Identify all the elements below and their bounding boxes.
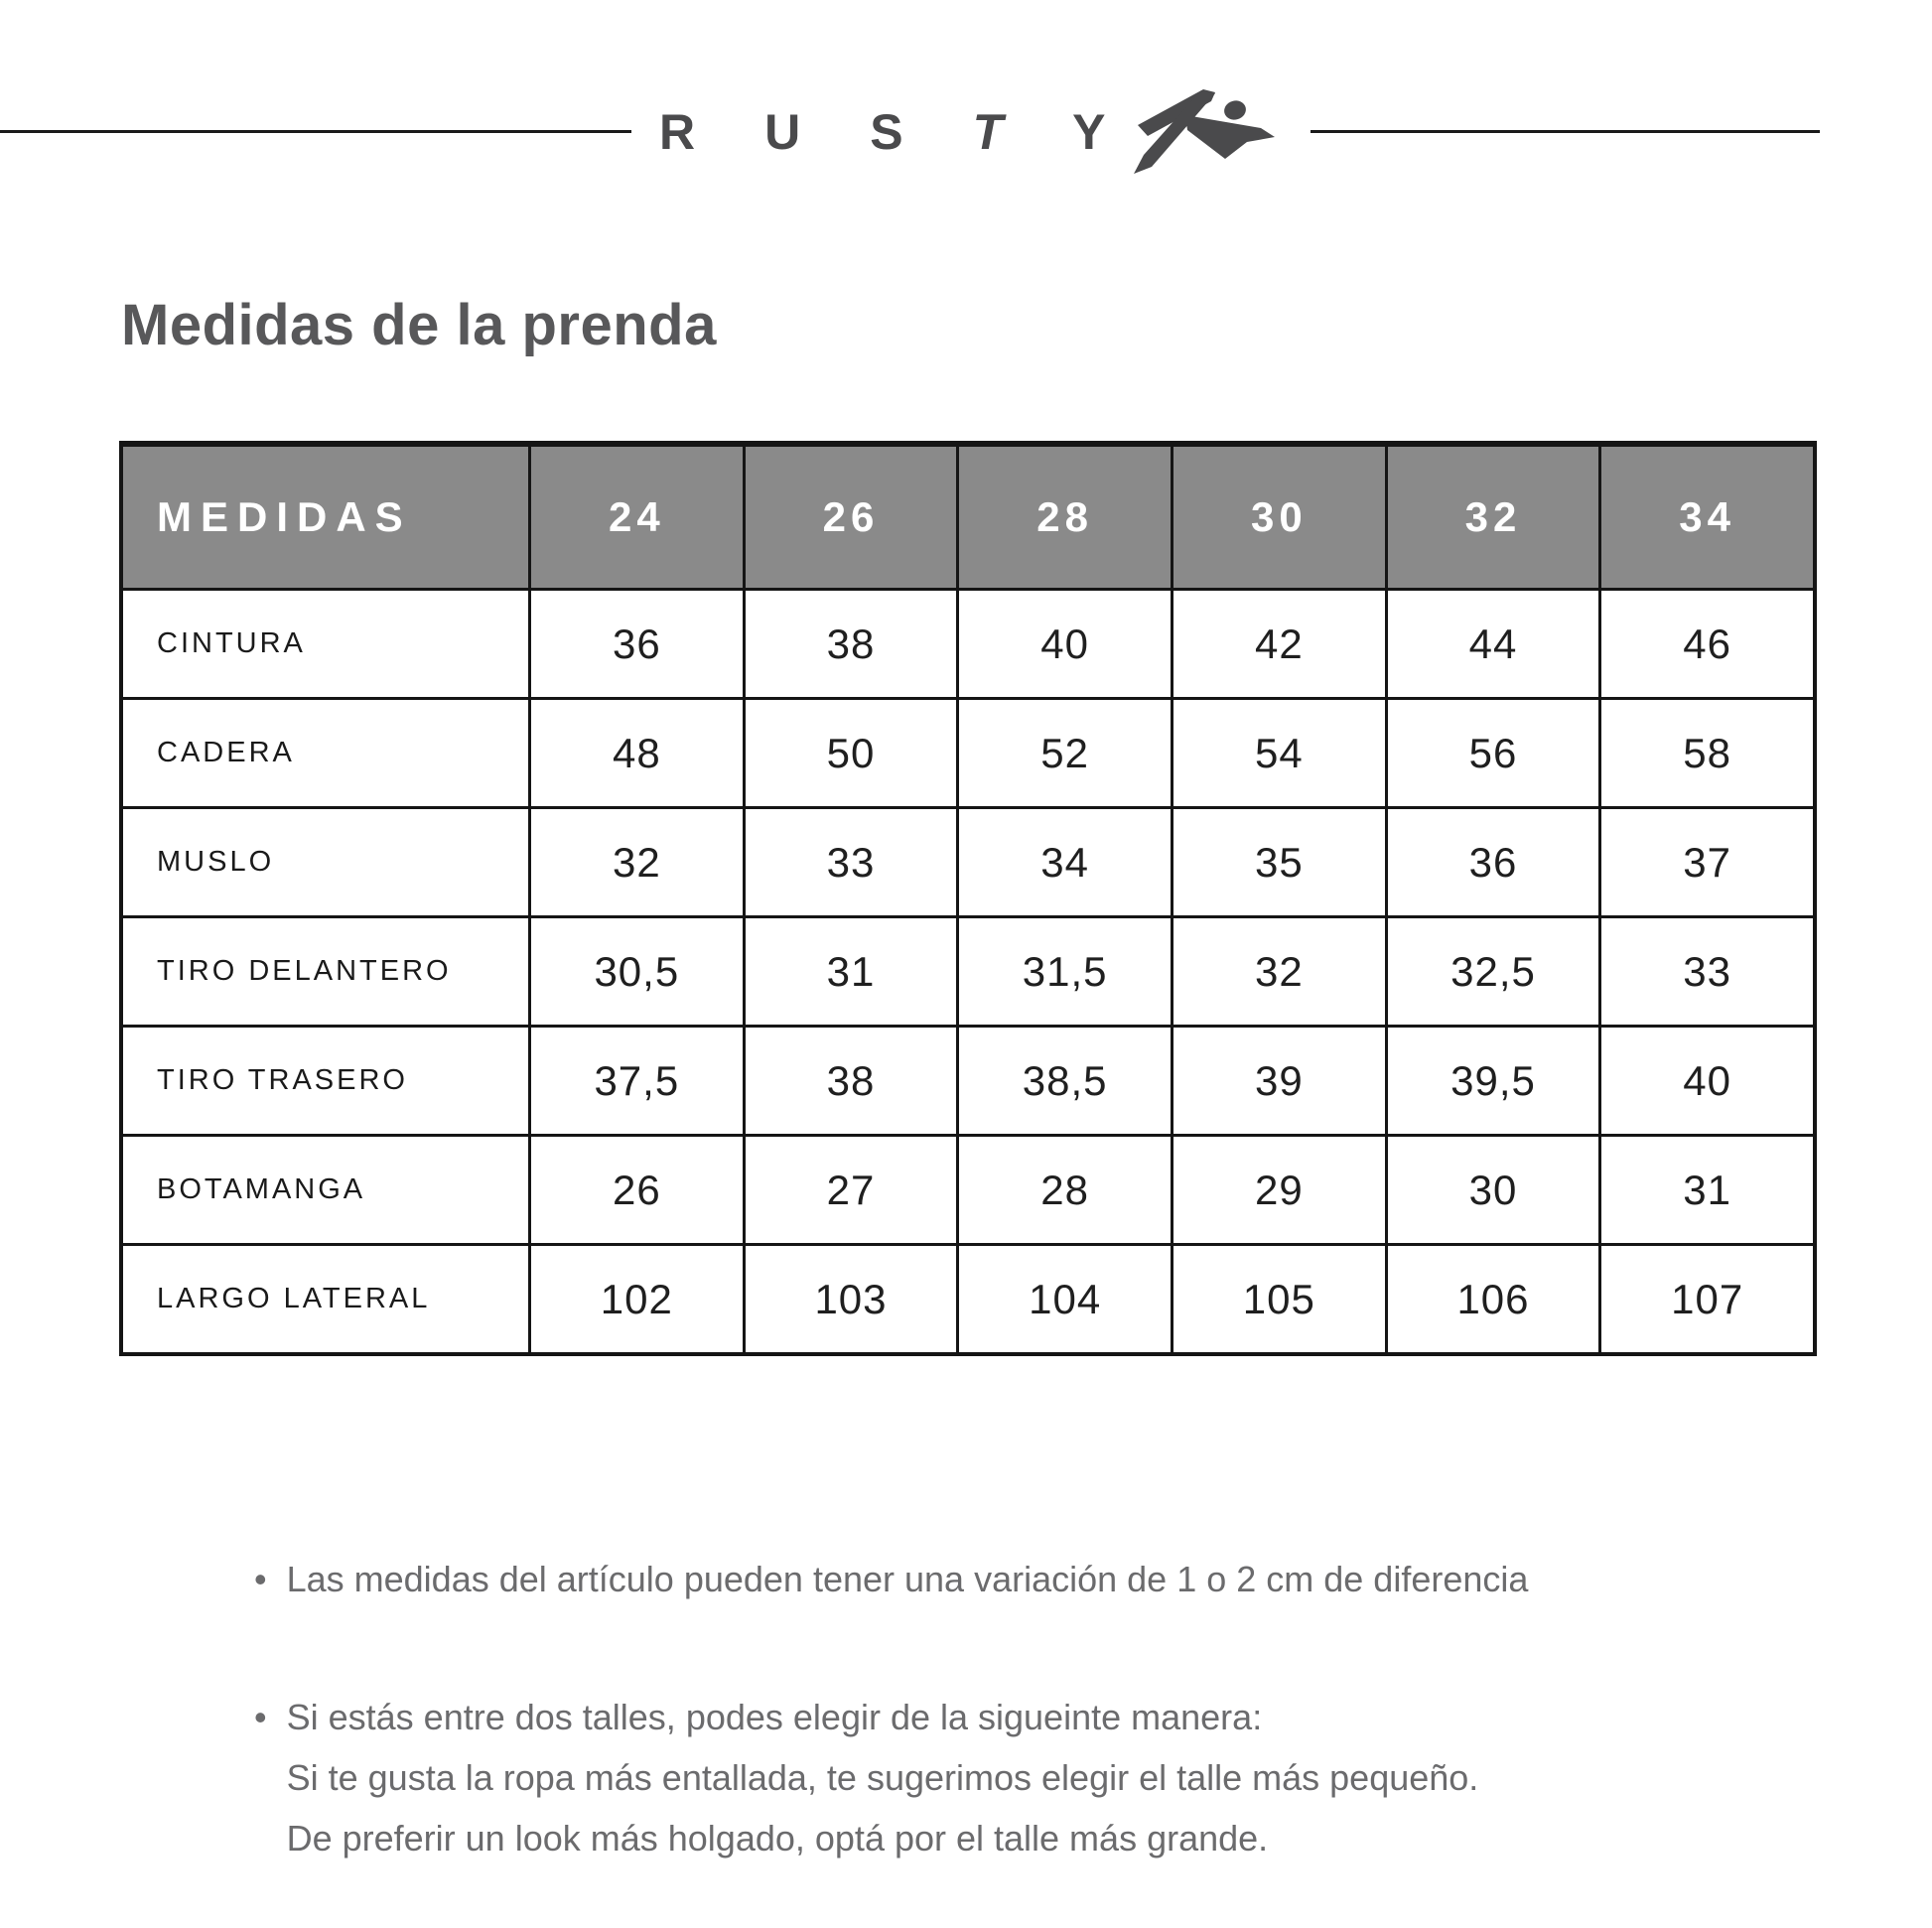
notes-section [254,1549,1773,1868]
bullet-icon: • [254,1559,267,1599]
header-rule-left [0,130,631,133]
cell-tiro-trasero-size-32: 39,5 [1388,1028,1599,1134]
header-cell-size-24: 24 [531,447,743,588]
cell-muslo-size-26: 33 [746,809,957,915]
cell-cadera-size-28: 52 [959,700,1171,806]
brand-letter-y: Y [1072,104,1106,160]
header-cell-medidas: MEDIDAS [123,447,528,588]
cell-cadera-size-24: 48 [531,700,743,806]
cell-tiro-trasero-size-30: 39 [1173,1028,1385,1134]
cell-tiro-delantero-size-34: 33 [1601,918,1813,1025]
cell-cintura-size-24: 36 [531,591,743,697]
cell-tiro-trasero-size-24: 37,5 [531,1028,743,1134]
cell-botamanga-size-28: 28 [959,1137,1171,1243]
brand-letter-u: U [764,104,801,160]
note-variation-text: Las medidas del artículo pueden tener una variación de 1 o 2 cm de diferencia [286,1559,1529,1599]
header-cell-size-34: 34 [1601,447,1813,588]
brand-wordmark [659,104,1106,160]
note-advice-line-3: De preferir un look más holgado, optá por el talle más grande. [286,1818,1269,1859]
cell-largo-lateral-size-26: 103 [746,1246,957,1352]
cell-tiro-delantero-size-32: 32,5 [1388,918,1599,1025]
row-label-cadera: CADERA [123,700,528,806]
header-rule-right [1311,130,1820,133]
cell-botamanga-size-26: 27 [746,1137,957,1243]
cell-tiro-delantero-size-28: 31,5 [959,918,1171,1025]
cell-cintura-size-26: 38 [746,591,957,697]
cell-botamanga-size-34: 31 [1601,1137,1813,1243]
cell-muslo-size-30: 35 [1173,809,1385,915]
cell-cadera-size-32: 56 [1388,700,1599,806]
cell-tiro-trasero-size-28: 38,5 [959,1028,1171,1134]
bullet-icon: • [254,1697,267,1737]
cell-largo-lateral-size-34: 107 [1601,1246,1813,1352]
row-label-cintura: CINTURA [123,591,528,697]
cell-cintura-size-28: 40 [959,591,1171,697]
brand-letter-r: R [659,104,696,160]
note-sizing-advice [254,1687,1773,1868]
note-advice-line-1: Si estás entre dos talles, podes elegir de la sigueinte manera: [286,1697,1263,1737]
header-cell-size-26: 26 [746,447,957,588]
cell-muslo-size-24: 32 [531,809,743,915]
row-label-muslo: MUSLO [123,809,528,915]
cell-botamanga-size-32: 30 [1388,1137,1599,1243]
cell-muslo-size-28: 34 [959,809,1171,915]
cell-botamanga-size-30: 29 [1173,1137,1385,1243]
brand-letter-t: T [972,104,1004,160]
header-cell-size-30: 30 [1173,447,1385,588]
header-cell-size-28: 28 [959,447,1171,588]
note-variation [254,1549,1773,1609]
cell-largo-lateral-size-24: 102 [531,1246,743,1352]
cell-tiro-delantero-size-24: 30,5 [531,918,743,1025]
row-label-tiro-trasero: TIRO TRASERO [123,1028,528,1134]
page-title: Medidas de la prenda [121,293,717,357]
cell-cintura-size-34: 46 [1601,591,1813,697]
cell-largo-lateral-size-32: 106 [1388,1246,1599,1352]
row-label-botamanga: BOTAMANGA [123,1137,528,1243]
header-cell-size-32: 32 [1388,447,1599,588]
cell-cadera-size-30: 54 [1173,700,1385,806]
row-label-largo-lateral: LARGO LATERAL [123,1246,528,1352]
brand-logo [1130,83,1281,175]
rusty-r-logo-icon [1130,83,1281,175]
note-advice-line-2: Si te gusta la ropa más entallada, te sugerimos elegir el talle más pequeño. [286,1757,1479,1798]
note-sizing-advice-text [287,1687,1479,1868]
cell-cintura-size-30: 42 [1173,591,1385,697]
cell-largo-lateral-size-30: 105 [1173,1246,1385,1352]
cell-cadera-size-26: 50 [746,700,957,806]
cell-muslo-size-32: 36 [1388,809,1599,915]
cell-largo-lateral-size-28: 104 [959,1246,1171,1352]
cell-cadera-size-34: 58 [1601,700,1813,806]
cell-tiro-delantero-size-30: 32 [1173,918,1385,1025]
size-table [119,441,1817,1356]
cell-tiro-trasero-size-26: 38 [746,1028,957,1134]
cell-tiro-trasero-size-34: 40 [1601,1028,1813,1134]
row-label-tiro-delantero: TIRO DELANTERO [123,918,528,1025]
cell-cintura-size-32: 44 [1388,591,1599,697]
brand-letter-s: S [870,104,903,160]
cell-tiro-delantero-size-26: 31 [746,918,957,1025]
cell-botamanga-size-24: 26 [531,1137,743,1243]
cell-muslo-size-34: 37 [1601,809,1813,915]
